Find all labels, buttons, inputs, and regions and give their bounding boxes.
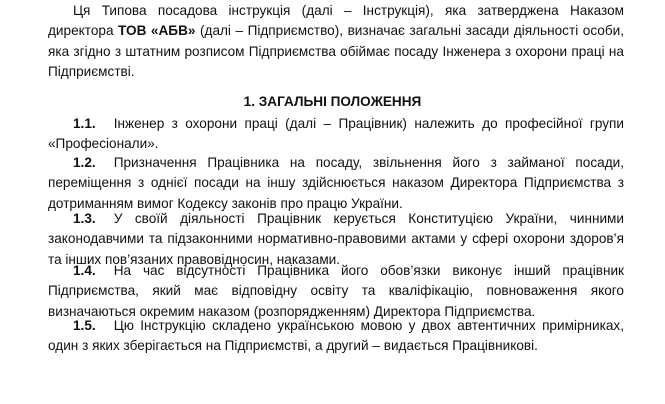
intro-line-1 xyxy=(48,1,624,21)
clause-line: визначаються окремим наказом (розпорядженням) Директора Підприємства. xyxy=(48,303,536,319)
clause-text: На час відсутності Працівника його обов’язки виконує інший працівник xyxy=(113,263,624,278)
clause-1-4 xyxy=(48,261,624,322)
clause-line: Підприємства, який має відповідну освіту та кваліфікацію, повноваження якого xyxy=(48,283,624,299)
clause-line: один з яких зберігається на Підприємстві, а другий – видається Працівникові. xyxy=(48,338,538,354)
intro-line-2-suffix: (далі – Підприємство), визначає загальні засади діяльності особи, xyxy=(195,23,624,39)
intro-line-1-text: Ця Типова посадова інструкція (далі – Інструкція), яка затверджена Наказом xyxy=(73,3,624,18)
company-name: ТОВ «АБВ» xyxy=(118,23,196,39)
intro-line-2 xyxy=(48,21,624,41)
clause-number: 1.4. xyxy=(73,263,96,278)
clause-line xyxy=(48,153,624,173)
clause-text: Цю Інструкцію складено українською мовою у двох автентичних примірниках, xyxy=(113,318,624,333)
clause-line: переміщення з однієї посади на іншу здійснюється наказом Директора Підприємства з xyxy=(48,175,624,191)
clause-text: У своїй діяльності Працівник керується Конституцією України, чинними xyxy=(113,211,624,226)
clause-line xyxy=(48,209,624,229)
clause-number: 1.5. xyxy=(73,318,96,333)
clause-1-2 xyxy=(48,153,624,214)
clause-number: 1.2. xyxy=(73,155,96,170)
intro-line-3: яка згідно з штатним розписом Підприємства обіймає посаду Інженера з охорони праці на xyxy=(48,43,624,59)
clause-line: «Професіонали». xyxy=(48,136,159,152)
section-heading: 1. ЗАГАЛЬНІ ПОЛОЖЕННЯ xyxy=(243,94,422,109)
clause-1-1 xyxy=(48,114,624,155)
intro-paragraph xyxy=(48,1,624,83)
clause-number: 1.3. xyxy=(73,211,96,226)
clause-line xyxy=(48,114,624,134)
clause-1-5 xyxy=(48,316,624,357)
clause-line: дотриманням вимог Кодексу законів про працю України. xyxy=(48,195,403,211)
intro-line-4: Підприємстві. xyxy=(48,64,135,80)
clause-text: Призначення Працівника на посаду, звільнення його з займаної посади, xyxy=(113,155,624,170)
clause-text: Інженер з охорони праці (далі – Працівник) належить до професійної групи xyxy=(113,116,624,131)
clause-line xyxy=(48,261,624,281)
intro-line-2-prefix: директора xyxy=(48,23,119,39)
clause-line xyxy=(48,316,624,336)
clause-line: законодавчими та підзаконними нормативно-правовими актами у сфері охорони здоров’я xyxy=(48,231,624,247)
clause-line: та інших пов’язаних правовідносин, наказами. xyxy=(48,251,341,267)
clause-number: 1.1. xyxy=(73,116,96,131)
